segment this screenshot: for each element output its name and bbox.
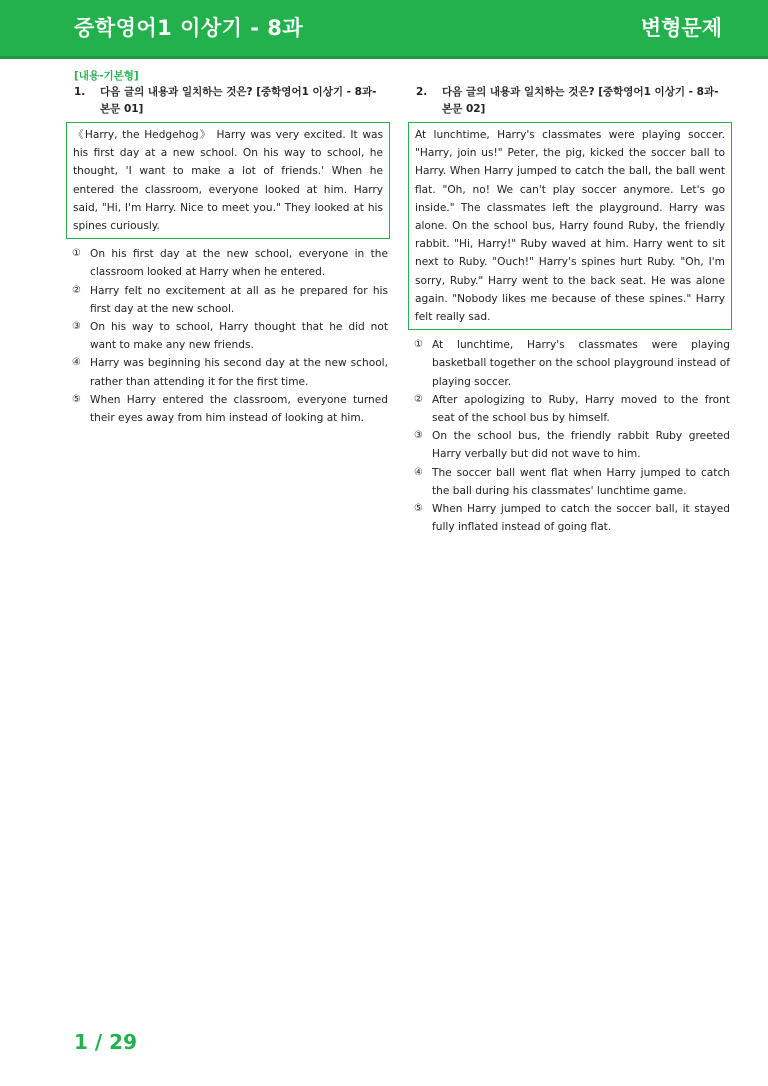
answer-option[interactable] bbox=[72, 245, 388, 281]
option-text: When Harry entered the classroom, everyone turned their eyes away from him instead of looking at him. bbox=[90, 393, 388, 425]
question-number: 2. bbox=[416, 86, 428, 98]
answer-options bbox=[408, 336, 732, 536]
option-text: Harry felt no excitement at all as he prepared for his first day at the new school. bbox=[90, 284, 388, 315]
option-text: The soccer ball went flat when Harry jumped to catch the ball during his classmates' lunchtime game. bbox=[432, 466, 730, 497]
option-marker: ⑤ bbox=[72, 393, 81, 405]
question-prompt: 다음 글의 내용과 일치하는 것은? [중학영어1 이상기 - 8과-본문 02] bbox=[442, 86, 719, 115]
option-marker: ③ bbox=[414, 430, 423, 442]
option-text: At lunchtime, Harry's classmates were playing basketball together on the school playground instead of playing soccer. bbox=[432, 339, 730, 388]
header-divider bbox=[0, 56, 768, 59]
header-label: 변형문제 bbox=[640, 16, 722, 40]
answer-option[interactable] bbox=[72, 282, 388, 318]
section-tag: [내용-기본형] bbox=[74, 70, 139, 82]
answer-option[interactable] bbox=[414, 464, 730, 500]
answer-option[interactable] bbox=[72, 318, 388, 354]
option-text: On the school bus, the friendly rabbit Ruby greeted Harry verbally but did not wave to him. bbox=[432, 430, 730, 461]
passage-box: 《Harry, the Hedgehog》 Harry was very excited. It was his first day at a new school. On his way to school, he thought, 'I want to make a lot of friends.' When he entered the classroom, everyone looked at him. Harry said, "Hi, I'm Harry. Nice to meet you." They looked at his spines curiously. bbox=[66, 122, 390, 239]
option-marker: ④ bbox=[414, 466, 423, 478]
question-header bbox=[408, 84, 732, 118]
answer-option[interactable] bbox=[72, 354, 388, 390]
answer-options bbox=[66, 245, 390, 427]
page-separator: / bbox=[94, 1030, 103, 1054]
option-marker: ② bbox=[414, 393, 423, 405]
answer-option[interactable] bbox=[414, 500, 730, 536]
option-text: On his way to school, Harry thought that he did not want to make any new friends. bbox=[90, 321, 388, 352]
question-prompt: 다음 글의 내용과 일치하는 것은? [중학영어1 이상기 - 8과-본문 01] bbox=[100, 86, 377, 115]
passage-box: At lunchtime, Harry's classmates were playing soccer. "Harry, join us!" Peter, the pig, kicked the soccer ball to Harry. When Harry jumped to catch the ball, the ball went flat. "Oh, no! We can't play soccer anymore. Let's go inside." The classmates left the playground. Harry was alone. On the school bus, Harry found Ruby, the friendly rabbit. "Hi, Harry!" Ruby waved at him. Harry went to sit next to Ruby. "Ouch!" Harry's spines hurt Ruby. "Oh, I'm sorry, Ruby." Harry went to the back seat. He was alone again. "Nobody likes me because of these spines." Harry felt really sad. bbox=[408, 122, 732, 330]
option-marker: ③ bbox=[72, 321, 81, 333]
question-number: 1. bbox=[74, 86, 86, 98]
option-marker: ① bbox=[414, 339, 423, 351]
page-counter bbox=[74, 1030, 137, 1054]
question-1 bbox=[66, 84, 390, 427]
option-marker: ④ bbox=[72, 357, 81, 369]
option-marker: ② bbox=[72, 284, 81, 296]
option-marker: ① bbox=[72, 248, 81, 260]
current-page: 1 bbox=[74, 1030, 88, 1054]
option-text: When Harry jumped to catch the soccer ball, it stayed fully inflated instead of going flat. bbox=[432, 503, 730, 534]
question-2 bbox=[408, 84, 732, 536]
option-text: After apologizing to Ruby, Harry moved to the front seat of the school bus by himself. bbox=[432, 393, 730, 425]
page-header bbox=[0, 0, 768, 56]
answer-option[interactable] bbox=[414, 427, 730, 463]
option-marker: ⑤ bbox=[414, 503, 423, 515]
option-text: Harry was beginning his second day at the new school, rather than attending it for the first time. bbox=[90, 357, 388, 388]
header-title: 중학영어1 이상기 - 8과 bbox=[74, 16, 304, 40]
answer-option[interactable] bbox=[72, 391, 388, 427]
total-pages: 29 bbox=[109, 1030, 138, 1054]
question-header bbox=[66, 84, 390, 118]
answer-option[interactable] bbox=[414, 336, 730, 391]
option-text: On his first day at the new school, everyone in the classroom looked at Harry when he entered. bbox=[90, 248, 388, 279]
answer-option[interactable] bbox=[414, 391, 730, 427]
